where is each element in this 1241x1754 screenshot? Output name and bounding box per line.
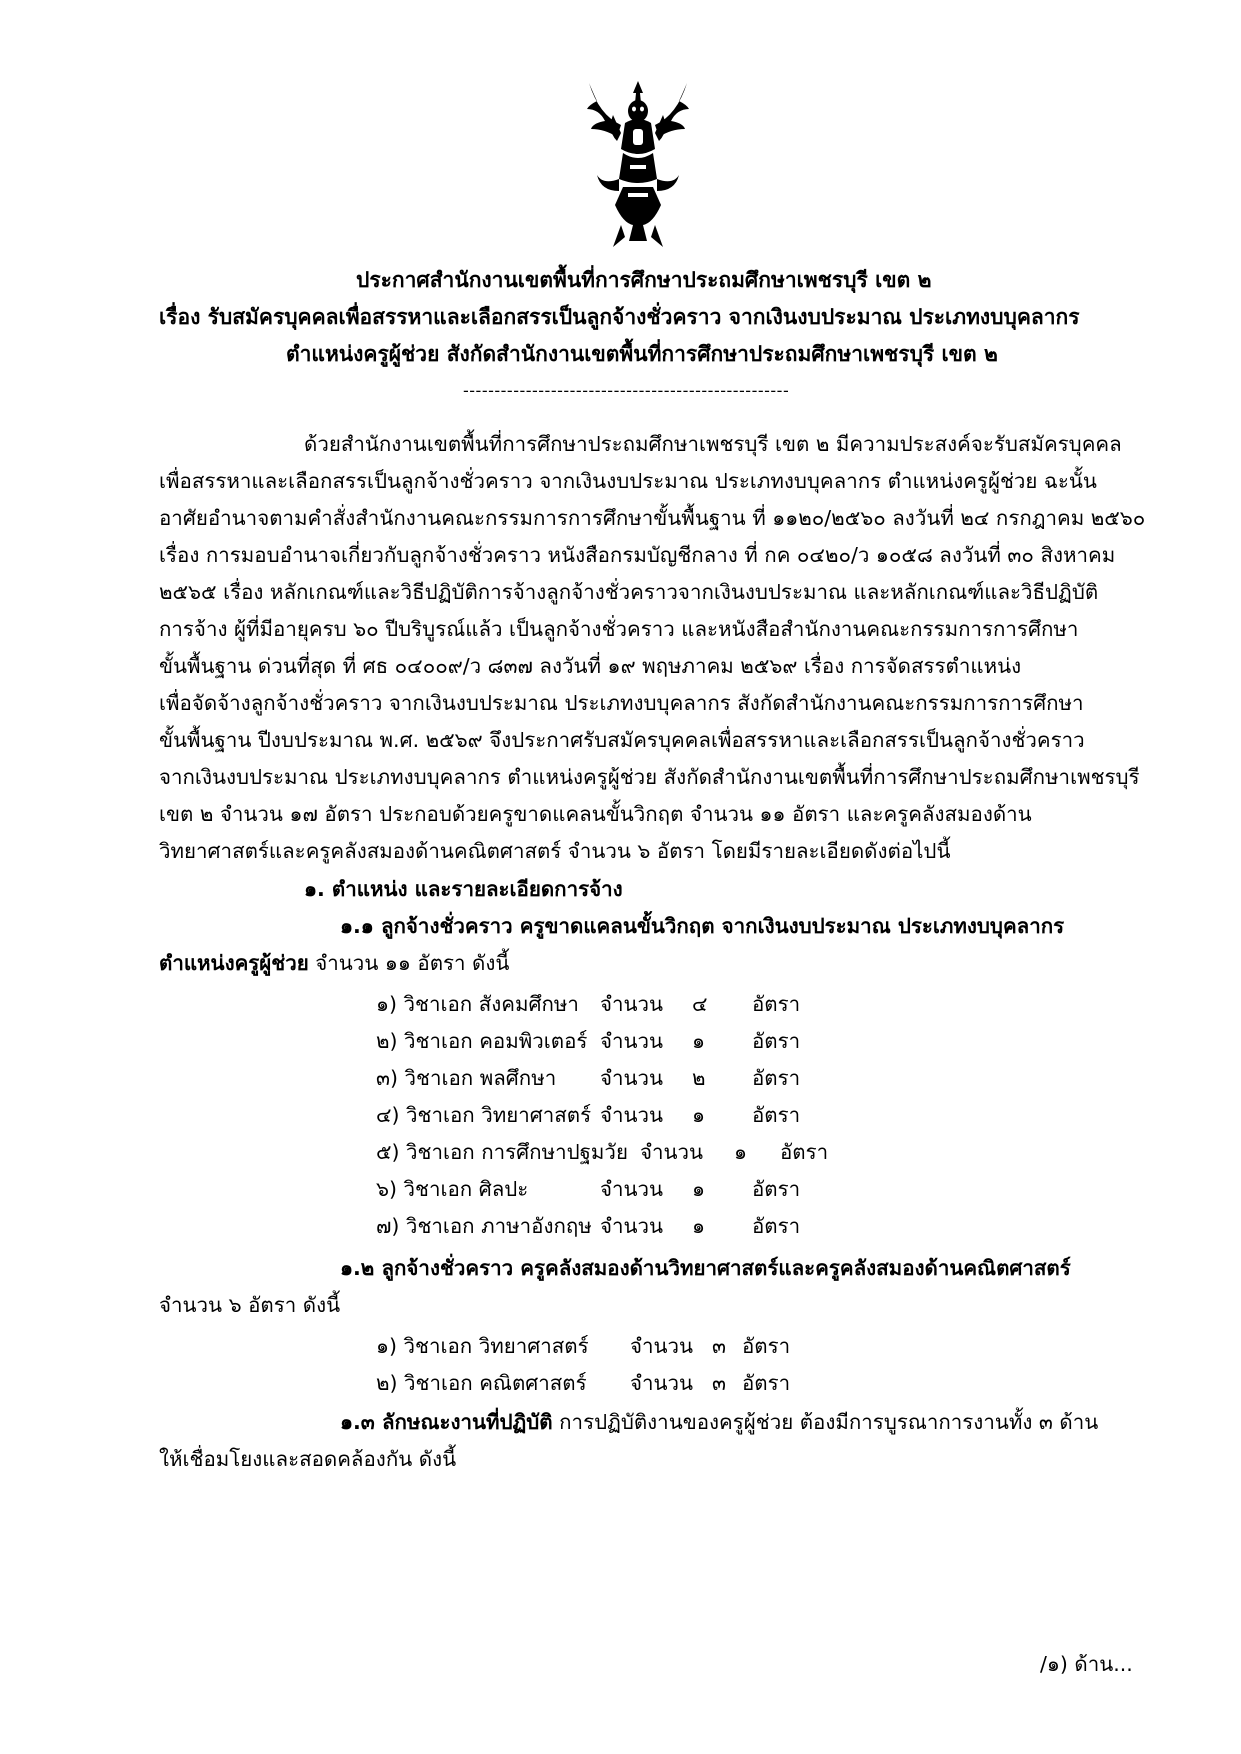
count-unit: อัตรา [752,1066,801,1090]
subject-name: ๑) วิชาเอก วิทยาศาสตร์ [376,1334,589,1358]
subsection-text: การปฏิบัติงานของครูผู้ช่วย ต้องมีการบูรณาการงานทั้ง ๓ ด้าน [552,1410,1099,1434]
subsection-heading: ๑.๒ ลูกจ้างชั่วคราว ครูคลังสมองด้านวิทยาศาสตร์และครูคลังสมองด้านคณิตศาสตร์ [340,1256,1071,1280]
continuation-marker: /๑) ด้าน... [1040,1652,1133,1676]
count-unit: อัตรา [752,1029,801,1053]
position-count: จำนวน ๑๑ อัตรา ดังนี้ [308,951,510,975]
count-label: จำนวน [630,1371,694,1395]
section-heading: ๑. ตำแหน่ง และรายละเอียดการจ้าง [304,877,623,901]
header-divider: ---------------------------------------------------- [463,381,790,400]
count-unit: อัตรา [752,1214,801,1238]
count-label: จำนวน [600,1214,664,1238]
subject-name: ๕) วิชาเอก การศึกษาปฐมวัย [376,1140,628,1164]
count-label: จำนวน [640,1140,704,1164]
count-unit: อัตรา [752,992,801,1016]
paragraph-line: อาศัยอำนาจตามคำสั่งสำนักงานคณะกรรมการการศึกษาขั้นพื้นฐาน ที่ ๑๑๒๐/๒๕๖๐ ลงวันที่ ๒๔ กรกฎาคม ๒๕๖๐ [159,506,1146,530]
announcement-subject: เรื่อง รับสมัครบุคคลเพื่อสรรหาและเลือกสรรเป็นลูกจ้างชั่วคราว จากเงินงบประมาณ ประเภทงบบุคลากร [159,305,1080,329]
count-value: ๑ [692,1103,706,1127]
subject-name: ๗) วิชาเอก ภาษาอังกฤษ [376,1214,592,1238]
paragraph-line: ขั้นพื้นฐาน ปีงบประมาณ พ.ศ. ๒๕๖๙ จึงประกาศรับสมัครบุคคลเพื่อสรรหาและเลือกสรรเป็นลูกจ้างชั่วคราว [159,728,1085,752]
subject-name: ๖) วิชาเอก ศิลปะ [376,1177,529,1201]
paragraph-line: เพื่อสรรหาและเลือกสรรเป็นลูกจ้างชั่วคราว จากเงินงบประมาณ ประเภทงบบุคลากร ตำแหน่งครูผู้ช่วย ฉะนั้น [159,469,1097,493]
position-name: ตำแหน่งครูผู้ช่วย [159,951,309,975]
count-label: จำนวน [600,1103,664,1127]
paragraph-line: การจ้าง ผู้ที่มีอายุครบ ๖๐ ปีบริบูรณ์แล้ว เป็นลูกจ้างชั่วคราว และหนังสือสำนักงานคณะกรรมการการศึกษา [159,617,1079,641]
subject-name: ๓) วิชาเอก พลศึกษา [376,1066,557,1090]
count-label: จำนวน [600,1066,664,1090]
paragraph-line: เขต ๒ จำนวน ๑๗ อัตรา ประกอบด้วยครูขาดแคลนขั้นวิกฤต จำนวน ๑๑ อัตรา และครูคลังสมองด้าน [159,802,1032,826]
count-label: จำนวน [630,1334,694,1358]
garuda-emblem-icon [583,75,693,250]
count-unit: อัตรา [752,1103,801,1127]
count-unit: อัตรา [742,1334,791,1358]
paragraph-line: ๒๕๖๕ เรื่อง หลักเกณฑ์และวิธีปฏิบัติการจ้างลูกจ้างชั่วคราวจากเงินงบประมาณ และหลักเกณฑ์และวิธีปฏิบัติ [159,580,1099,604]
count-value: ๑ [692,1029,706,1053]
subsection-heading: ๑.๓ ลักษณะงานที่ปฏิบัติ [340,1410,553,1434]
count-value: ๓ [712,1371,727,1395]
paragraph-line: เรื่อง การมอบอำนาจเกี่ยวกับลูกจ้างชั่วคราว หนังสือกรมบัญชีกลาง ที่ กค ๐๔๒๐/ว ๑๐๕๘ ลงวันที่ ๓๐ สิงหาคม [159,543,1116,567]
count-unit: อัตรา [752,1177,801,1201]
subsection-heading: ๑.๑ ลูกจ้างชั่วคราว ครูขาดแคลนขั้นวิกฤต จากเงินงบประมาณ ประเภทงบบุคลากร [340,914,1065,938]
count-unit: อัตรา [780,1140,829,1164]
count-label: จำนวน [600,1177,664,1201]
subsection-line [340,1406,1098,1439]
paragraph-line: ขั้นพื้นฐาน ด่วนที่สุด ที่ ศธ ๐๔๐๐๙/ว ๘๓๗ ลงวันที่ ๑๙ พฤษภาคม ๒๕๖๙ เรื่อง การจัดสรรตำแหน่ง [159,654,1022,678]
count-label: จำนวน [600,992,664,1016]
count-value: ๑ [692,1214,706,1238]
paragraph-line: จากเงินงบประมาณ ประเภทงบบุคลากร ตำแหน่งครูผู้ช่วย สังกัดสำนักงานเขตพื้นที่การศึกษาประถมศึกษาเพชรบุรี [159,765,1140,789]
announcement-position: ตำแหน่งครูผู้ช่วย สังกัดสำนักงานเขตพื้นที่การศึกษาประถมศึกษาเพชรบุรี เขต ๒ [286,342,998,366]
subject-name: ๑) วิชาเอก สังคมศึกษา [376,992,579,1016]
count-value: ๔ [692,992,708,1016]
paragraph-line: วิทยาศาสตร์และครูคลังสมองด้านคณิตศาสตร์ จำนวน ๖ อัตรา โดยมีรายละเอียดดังต่อไปนี้ [159,839,951,863]
count-unit: อัตรา [742,1371,791,1395]
count-value: ๒ [692,1066,706,1090]
paragraph-line: เพื่อจัดจ้างลูกจ้างชั่วคราว จากเงินงบประมาณ ประเภทงบบุคลากร สังกัดสำนักงานคณะกรรมการการศึกษา [159,691,1084,715]
subsection-line [159,947,509,980]
subject-name: ๔) วิชาเอก วิทยาศาสตร์ [376,1103,592,1127]
count-value: ๓ [712,1334,727,1358]
count-value: ๑ [734,1140,748,1164]
subject-name: ๒) วิชาเอก คณิตศาสตร์ [376,1371,587,1395]
count-label: จำนวน [600,1029,664,1053]
paragraph-line: ด้วยสำนักงานเขตพื้นที่การศึกษาประถมศึกษาเพชรบุรี เขต ๒ มีความประสงค์จะรับสมัครบุคคล [304,432,1122,456]
count-value: ๑ [692,1177,706,1201]
subject-name: ๒) วิชาเอก คอมพิวเตอร์ [376,1029,588,1053]
announcement-title: ประกาศสำนักงานเขตพื้นที่การศึกษาประถมศึกษาเพชรบุรี เขต ๒ [356,268,932,292]
subsection-line: จำนวน ๖ อัตรา ดังนี้ [159,1293,341,1317]
subsection-line: ให้เชื่อมโยงและสอดคล้องกัน ดังนี้ [159,1447,457,1471]
